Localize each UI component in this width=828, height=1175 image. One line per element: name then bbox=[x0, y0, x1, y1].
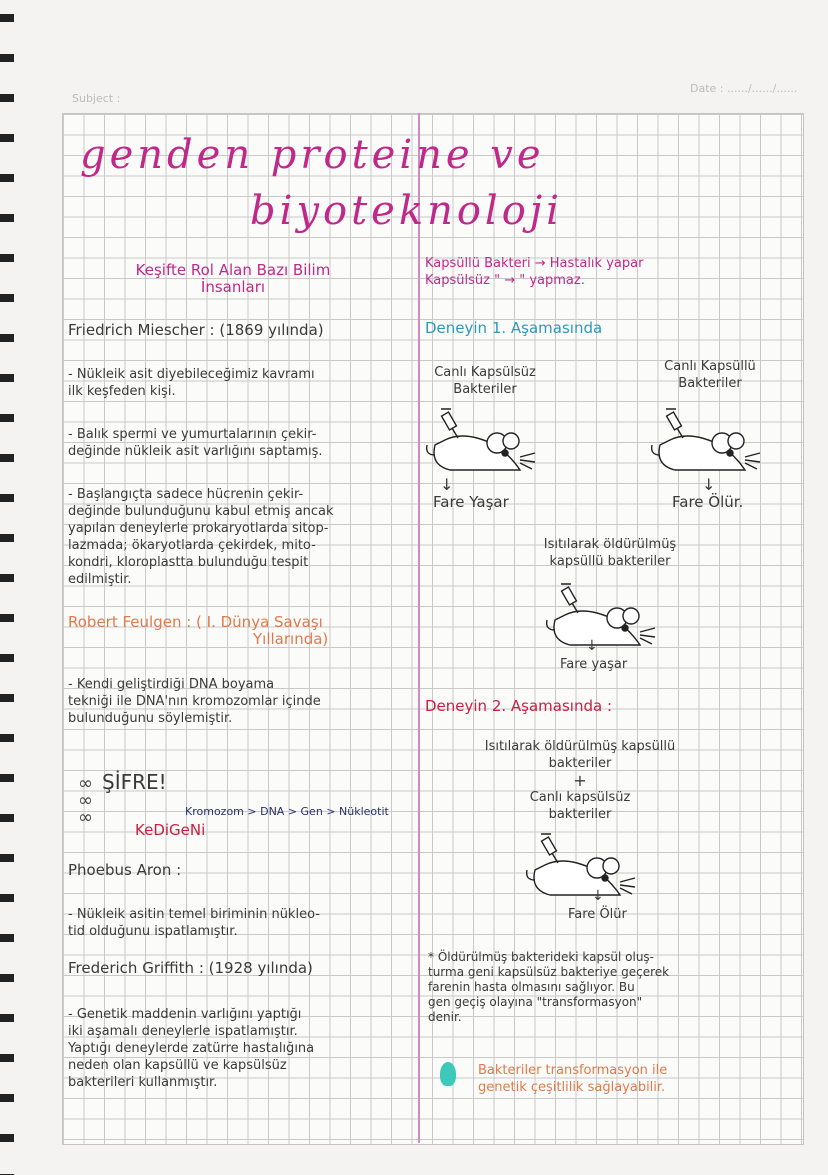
stage2-label bbox=[440, 738, 720, 823]
levene-p1 bbox=[68, 906, 320, 940]
mouse-syringe-icon bbox=[425, 405, 545, 480]
levene-name: Phoebus Aron : bbox=[68, 861, 182, 879]
text-line: Yaptığı deneylerde zatürre hastalığına bbox=[68, 1041, 315, 1056]
lightbulb-icon bbox=[440, 1062, 456, 1086]
title-line-1: genden proteine ve bbox=[80, 132, 545, 178]
stage1-a-result: Fare Yaşar bbox=[433, 493, 509, 511]
text-line: Canlı kapsülsüz bbox=[529, 790, 631, 805]
spiral-binding bbox=[0, 0, 14, 1175]
text-line: Robert Feulgen : ( I. Dünya Savaşı bbox=[68, 613, 323, 631]
text-line: Bakteriler bbox=[678, 376, 742, 391]
stage1-c-result: Fare yaşar bbox=[560, 657, 628, 672]
text-line: Canlı Kapsüllü bbox=[664, 359, 756, 374]
text-line: değinde bulunduğunu kabul etmiş ancak bbox=[68, 504, 334, 519]
miescher-p1 bbox=[68, 366, 315, 400]
text-line: Bakteriler bbox=[453, 382, 517, 397]
text-line: Canlı Kapsülsüz bbox=[434, 365, 536, 380]
miescher-p3 bbox=[68, 486, 334, 588]
miescher-p2 bbox=[68, 426, 323, 460]
intro bbox=[425, 255, 643, 289]
stage1-a-label bbox=[425, 364, 545, 398]
text-line: Kapsüllü Bakteri → Hastalık yapar bbox=[425, 256, 644, 271]
text-line: değinde nükleik asit varlığını saptamış. bbox=[68, 444, 323, 459]
mouse-syringe-icon bbox=[525, 830, 645, 905]
text-line: genetik çeşitlilik sağlayabilir. bbox=[478, 1080, 666, 1095]
griffith-name: Frederich Griffith : (1928 yılında) bbox=[68, 959, 313, 977]
text-line: tid olduğunu ispatlamıştır. bbox=[68, 924, 238, 939]
text-line: bulunduğunu söylemiştir. bbox=[68, 711, 233, 726]
text-line: denir. bbox=[428, 1010, 462, 1024]
date-label: Date : ....../....../...... bbox=[690, 82, 798, 95]
text-line: - Kendi geliştirdiği DNA boyama bbox=[68, 677, 275, 692]
mouse-syringe-icon bbox=[545, 580, 665, 655]
stage1-b-label bbox=[640, 358, 780, 392]
arrow-icon: ↓ bbox=[592, 888, 604, 904]
feulgen-name bbox=[68, 614, 328, 648]
text-line: ilk keşfeden kişi. bbox=[68, 384, 176, 399]
text-line: - Nükleik asit diyebileceğimiz kavramı bbox=[68, 367, 315, 382]
text-line: turma geni kapsülsüz bakteriye geçerek bbox=[428, 965, 670, 979]
text-line: Bakteriler transformasyon ile bbox=[478, 1063, 668, 1078]
stage1-b-result: Fare Ölür. bbox=[672, 493, 744, 511]
arrow-icon: ↓ bbox=[440, 475, 454, 494]
stage1-heading: Deneyin 1. Aşamasında bbox=[425, 319, 603, 337]
text-line: bakteriler bbox=[548, 807, 612, 822]
text-line: iki aşamalı deneylerle ispatlamıştır. bbox=[68, 1024, 298, 1039]
stage2-result: Fare Ölür bbox=[568, 907, 627, 922]
infinity-icon: ∞ ∞ ∞ bbox=[78, 773, 93, 828]
text-line: + bbox=[573, 771, 587, 790]
text-line: gen geçiş olayına "transformasyon" bbox=[428, 995, 643, 1009]
text-line: kapsüllü bakteriler bbox=[549, 554, 671, 569]
heading-line: Keşifte Rol Alan Bazı Bilim bbox=[135, 261, 331, 279]
text-line: * Öldürülmüş bakterideki kapsül oluş- bbox=[428, 950, 655, 964]
title-line-2: biyoteknoloji bbox=[250, 188, 563, 234]
tip bbox=[478, 1062, 667, 1096]
text-line: Isıtılarak öldürülmüş kapsüllü bbox=[484, 739, 676, 754]
text-line: lazmada; ökaryotlarda çekirdek, mito- bbox=[68, 538, 316, 553]
sifre-order: Kromozom > DNA > Gen > Nükleotit bbox=[185, 805, 389, 818]
arrow-icon: ↓ bbox=[586, 638, 598, 654]
feulgen-p1 bbox=[68, 676, 321, 727]
text-line: Kapsülsüz " → " yapmaz. bbox=[425, 273, 585, 288]
text-line: farenin hasta olmasını sağlıyor. Bu bbox=[428, 980, 635, 994]
text-line: - Nükleik asitin temel biriminin nükleo- bbox=[68, 907, 320, 922]
text-line: - Başlangıçta sadece hücrenin çekir- bbox=[68, 487, 304, 502]
arrow-icon: ↓ bbox=[702, 475, 716, 494]
text-line: Isıtılarak öldürülmüş bbox=[543, 537, 677, 552]
text-line: bakteriler bbox=[548, 756, 612, 771]
text-line: - Genetik maddenin varlığını yaptığı bbox=[68, 1007, 302, 1022]
mouse-syringe-icon bbox=[650, 405, 770, 480]
stage2-heading: Deneyin 2. Aşamasında : bbox=[425, 697, 613, 715]
subject-label: Subject : bbox=[72, 92, 121, 105]
text-line: kondri, kloroplastta bulunduğu tespit bbox=[68, 555, 309, 570]
text-line: bakterileri kullanmıştır. bbox=[68, 1075, 218, 1090]
margin-divider bbox=[418, 113, 420, 1143]
text-line: tekniği ile DNA'nın kromozomlar içinde bbox=[68, 694, 321, 709]
transformation-note bbox=[428, 950, 669, 1025]
stage1-c-label bbox=[520, 536, 700, 570]
sifre-mnemonic: KeDiGeNi bbox=[135, 821, 206, 839]
text-line: neden olan kapsüllü ve kapsülsüz bbox=[68, 1058, 287, 1073]
text-line: edilmiştir. bbox=[68, 572, 132, 587]
text-line: Yıllarında) bbox=[253, 630, 329, 648]
griffith-p1 bbox=[68, 1006, 314, 1091]
miescher-name: Friedrich Miescher : (1869 yılında) bbox=[68, 321, 324, 339]
section-heading bbox=[78, 262, 388, 296]
text-line: yapılan deneylerle prokaryotlarda sitop- bbox=[68, 521, 329, 536]
text-line: - Balık spermi ve yumurtalarının çekir- bbox=[68, 427, 317, 442]
heading-line: İnsanları bbox=[200, 278, 266, 296]
sifre-label: ŞİFRE! bbox=[102, 770, 167, 794]
